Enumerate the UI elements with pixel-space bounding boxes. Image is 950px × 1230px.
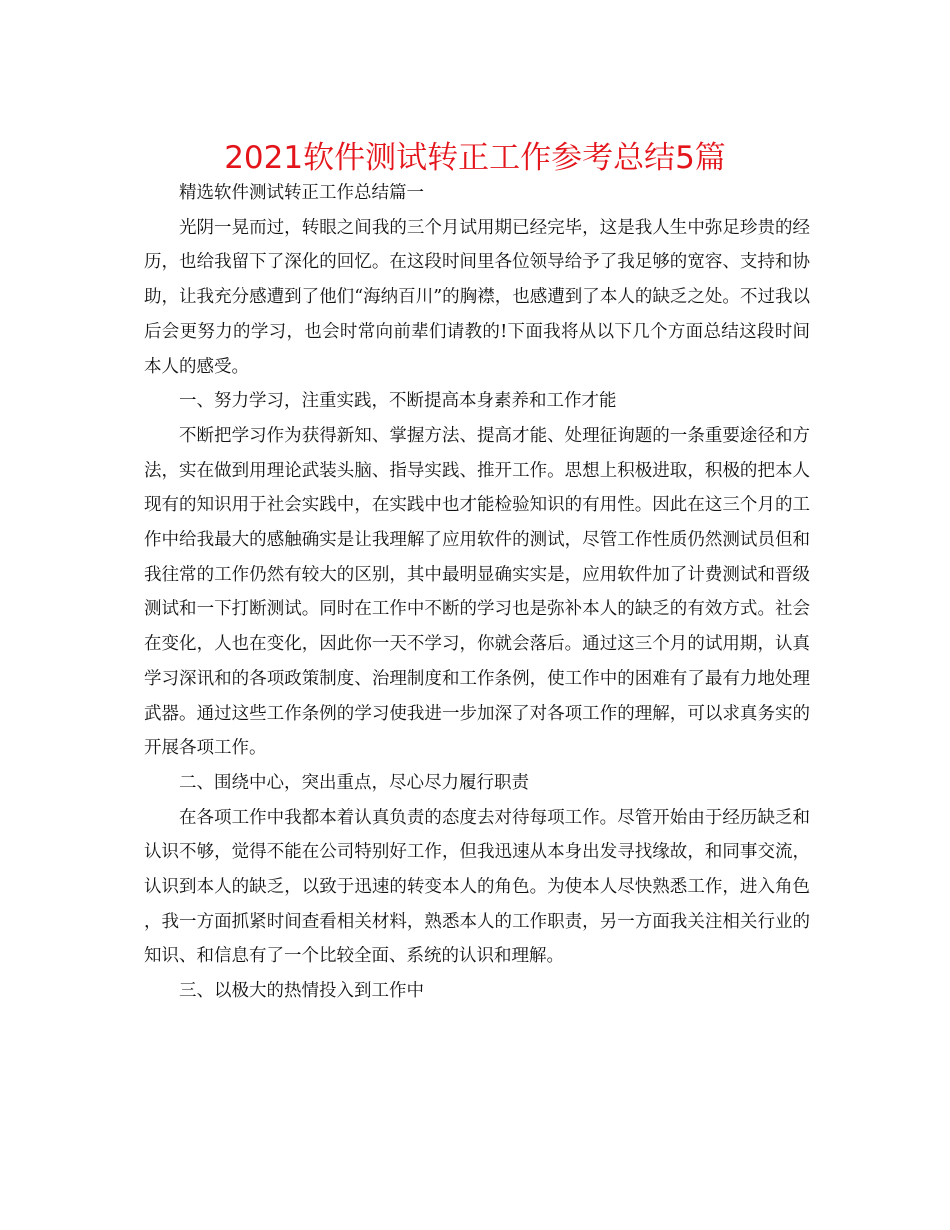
section-heading: 精选软件测试转正工作总结篇一	[179, 183, 424, 203]
body-paragraph: 光阴一晃而过，转眼之间我的三个月试用期已经完毕，这是我人生中弥足珍贵的经历，也给我留下了深化的回忆。在这段时间里各位领导给予了我足够的宽容、支持和协助，让我充分感遭到了他们“海纳百川”的胸襟，也感遭到了本人的缺乏之处。不过我以后会更努力的学习，也会时常向前辈们请教的!下面我将从以下几个方面总结这段时间本人的感受。	[144, 217, 810, 377]
document-title: 2021软件测试转正工作参考总结5篇	[224, 140, 726, 176]
section-heading: 一、努力学习，注重实践，不断提高本身素养和工作才能	[179, 391, 617, 412]
body-paragraph: 在各项工作中我都本着认真负责的态度去对待每项工作。尽管开始由于经历缺乏和认识不够，觉得不能在公司特别好工作，但我迅速从本身出发寻找缘故，和同事交流，认识到本人的缺乏，以致于迅速的转变本人的角色。为使本人尽快熟悉工作，进入角色，我一方面抓紧时间查看相关材料，熟悉本人的工作职责，另一方面我关注相关行业的知识、和信息有了一个比较全面、系统的认识和理解。	[144, 807, 810, 967]
section-heading: 二、围绕中心，突出重点，尽心尽力履行职责	[179, 772, 529, 793]
document-body	[144, 176, 810, 1009]
body-paragraph: 不断把学习作为获得新知、掌握方法、提高才能、处理征询题的一条重要途径和方法，实在做到用理论武装头脑、指导实践、推开工作。思想上积极进取，积极的把本人现有的知识用于社会实践中，在实践中也才能检验知识的有用性。因此在这三个月的工作中给我最大的感触确实是让我理解了应用软件的测试，尽管工作性质仍然测试员但和我往常的工作仍然有较大的区别，其中最明显确实实是，应用软件加了计费测试和晋级测试和一下打断测试。同时在工作中不断的学习也是弥补本人的缺乏的有效方式。社会在变化，人也在变化，因此你一天不学习，你就会落后。通过这三个月的试用期，认真学习深讯和的各项政策制度、治理制度和工作条例，使工作中的困难有了最有力地处理武器。通过这些工作条例的学习使我进一步加深了对各项工作的理解，可以求真务实的开展各项工作。	[144, 425, 810, 759]
section-heading: 三、以极大的热情投入到工作中	[179, 981, 424, 1002]
